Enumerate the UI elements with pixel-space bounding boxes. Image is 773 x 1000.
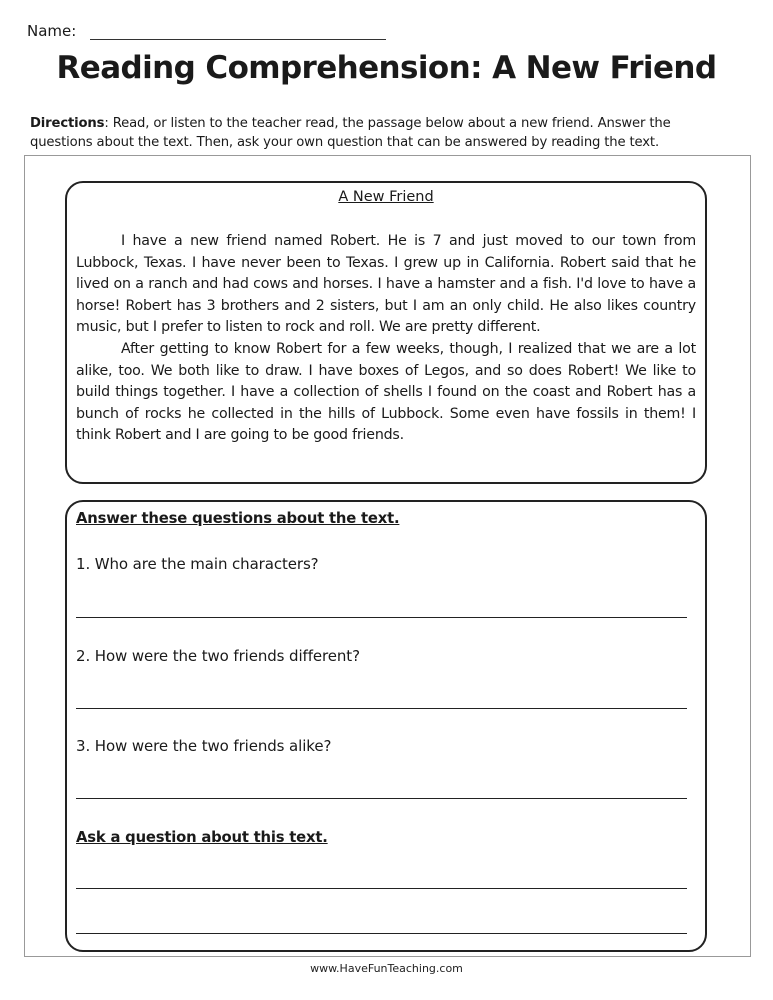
passage-title: A New Friend — [338, 189, 434, 205]
question-1: 1. Who are the main characters? — [76, 555, 319, 573]
questions-box — [65, 500, 707, 952]
name-field-line[interactable] — [90, 24, 386, 40]
ask-answer-line-1[interactable] — [76, 888, 687, 889]
passage-box — [65, 181, 707, 484]
question-3: 3. How were the two friends alike? — [76, 737, 332, 755]
answer-line-3[interactable] — [76, 798, 687, 799]
directions-label: Directions — [30, 116, 105, 131]
directions — [30, 114, 730, 152]
page-title: Reading Comprehension: A New Friend — [56, 50, 717, 86]
answer-line-1[interactable] — [76, 617, 687, 618]
ask-answer-line-2[interactable] — [76, 933, 687, 934]
name-label: Name: — [27, 22, 77, 40]
answer-line-2[interactable] — [76, 708, 687, 709]
footer-site: www.HaveFunTeaching.com — [310, 962, 463, 975]
passage-paragraph-2: After getting to know Robert for a few weeks, though, I realized that we are a lot alike, too. We both like to draw. I have boxes of Legos, and so does Robert! We like to build things together. I have a collection of shells I found on the coast and Robert has a bunch of rocks he collected in the hills of Lubbock. Some even have fossils in them! I think Robert and I are going to be good friends. — [76, 340, 696, 444]
questions-heading: Answer these questions about the text. — [76, 510, 400, 527]
question-2: 2. How were the two friends different? — [76, 647, 360, 665]
name-row — [27, 22, 386, 40]
directions-text: : Read, or listen to the teacher read, the passage below about a new friend. Answer the questions about the text. Then, ask your own question that can be answered by reading the text. — [30, 116, 671, 150]
ask-question-heading: Ask a question about this text. — [76, 829, 328, 846]
passage-text — [76, 231, 696, 447]
passage-paragraph-1: I have a new friend named Robert. He is 7 and just moved to our town from Lubbock, Texas. I have never been to Texas. I grew up in California. Robert said that he lived on a ranch and had cows and horses. I have a hamster and a fish. I'd love to have a horse! Robert has 3 brothers and 2 sisters, but I am an only child. He also likes country music, but I prefer to listen to rock and roll. We are pretty different. — [76, 233, 696, 336]
